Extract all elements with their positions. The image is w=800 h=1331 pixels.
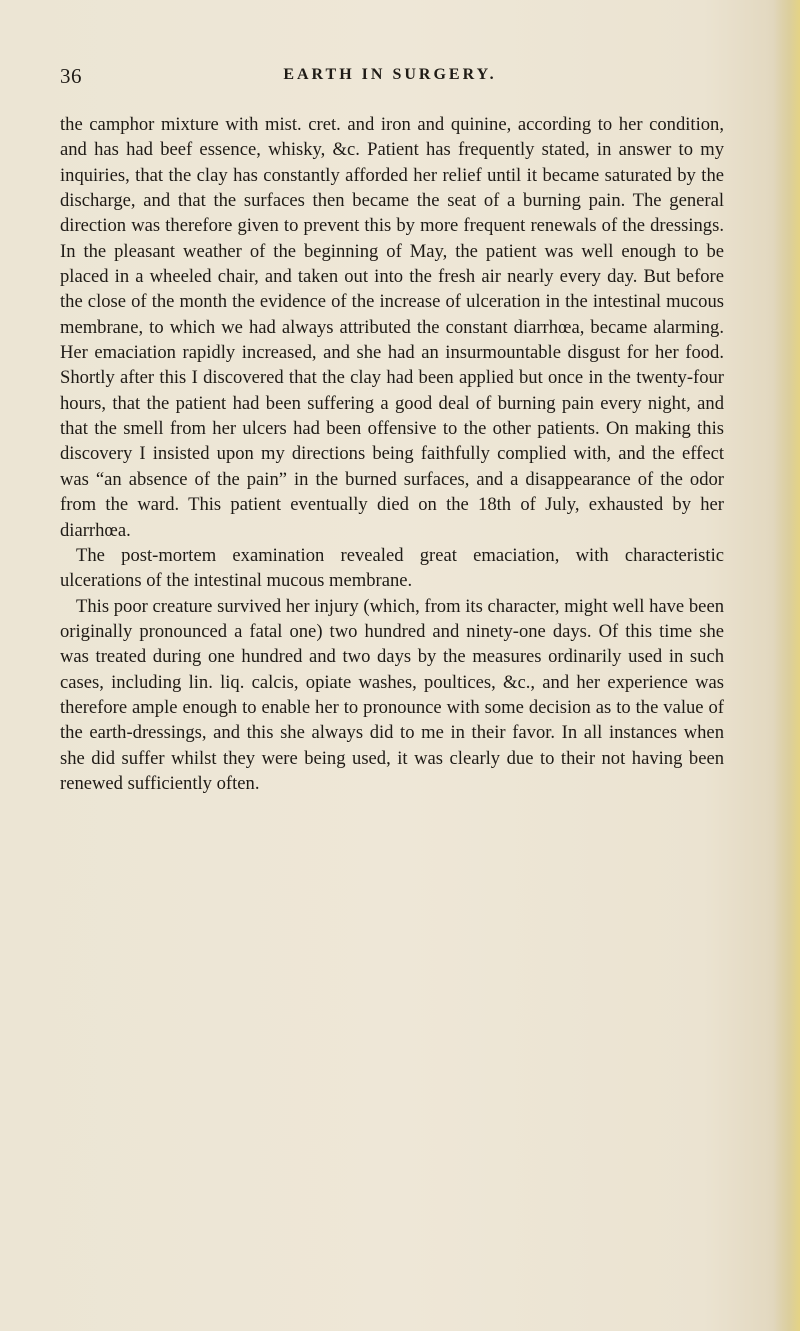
page-edge-shading [774,0,800,1331]
running-head: EARTH IN SURGERY. [283,66,497,83]
body-text [60,112,724,796]
paragraph-summary: This poor creature survived her injury (which, from its character, might well have been originally pronounced a fatal one) two hundred and ninety-one days. Of this time she was treated during one hundred and two days by the measures ordinarily used in such cases, including lin. liq. calcis, opiate washes, poultices, &c., and her experience was therefore ample enough to enable her to pronounce with some decision as to the value of the earth-dressings, and this she always did to me in their favor. In all instances when she did suffer whilst they were being used, it was clearly due to their not having been renewed sufficiently often. [60,595,724,794]
paragraph-continued: the camphor mixture with mist. cret. and iron and quinine, according to her condition, and has had beef essence, whisky, &c. Patient has frequently stated, in answer to my inquiries, that the clay has constantly afforded her relief until it became saturated by the discharge, and that the surfaces then became the seat of a burning pain. The general direction was therefore given to prevent this by more frequent renewals of the dressings. In the pleasant weather of the beginning of May, the patient was well enough to be placed in a wheeled chair, and taken out into the fresh air nearly every day. But before the close of the month the evidence of the increase of ulceration in the intestinal mucous membrane, to which we had always attributed the constant diarrhœa, became alarming. Her emaciation rapidly increased, and she had an insurmountable disgust for her food. Shortly after this I discovered that the clay had been applied but once in the twenty-four hours, that the patient had been suffering a good deal of burning pain every night, and that the smell from her ulcers had been offensive to the other patients. On making this discovery I insisted upon my directions being faithfully complied with, and the effect was “an absence of the pain” in the burned surfaces, and a disappearance of the odor from the ward. This patient eventually died on the 18th of July, exhausted by her diarrhœa. [60,114,724,541]
page-number: 36 [60,64,82,88]
paragraph-post-mortem: The post-mortem examination revealed great emaciation, with characteristic ulcerations of the intestinal mucous membrane. [60,544,724,592]
page-header [60,64,720,94]
